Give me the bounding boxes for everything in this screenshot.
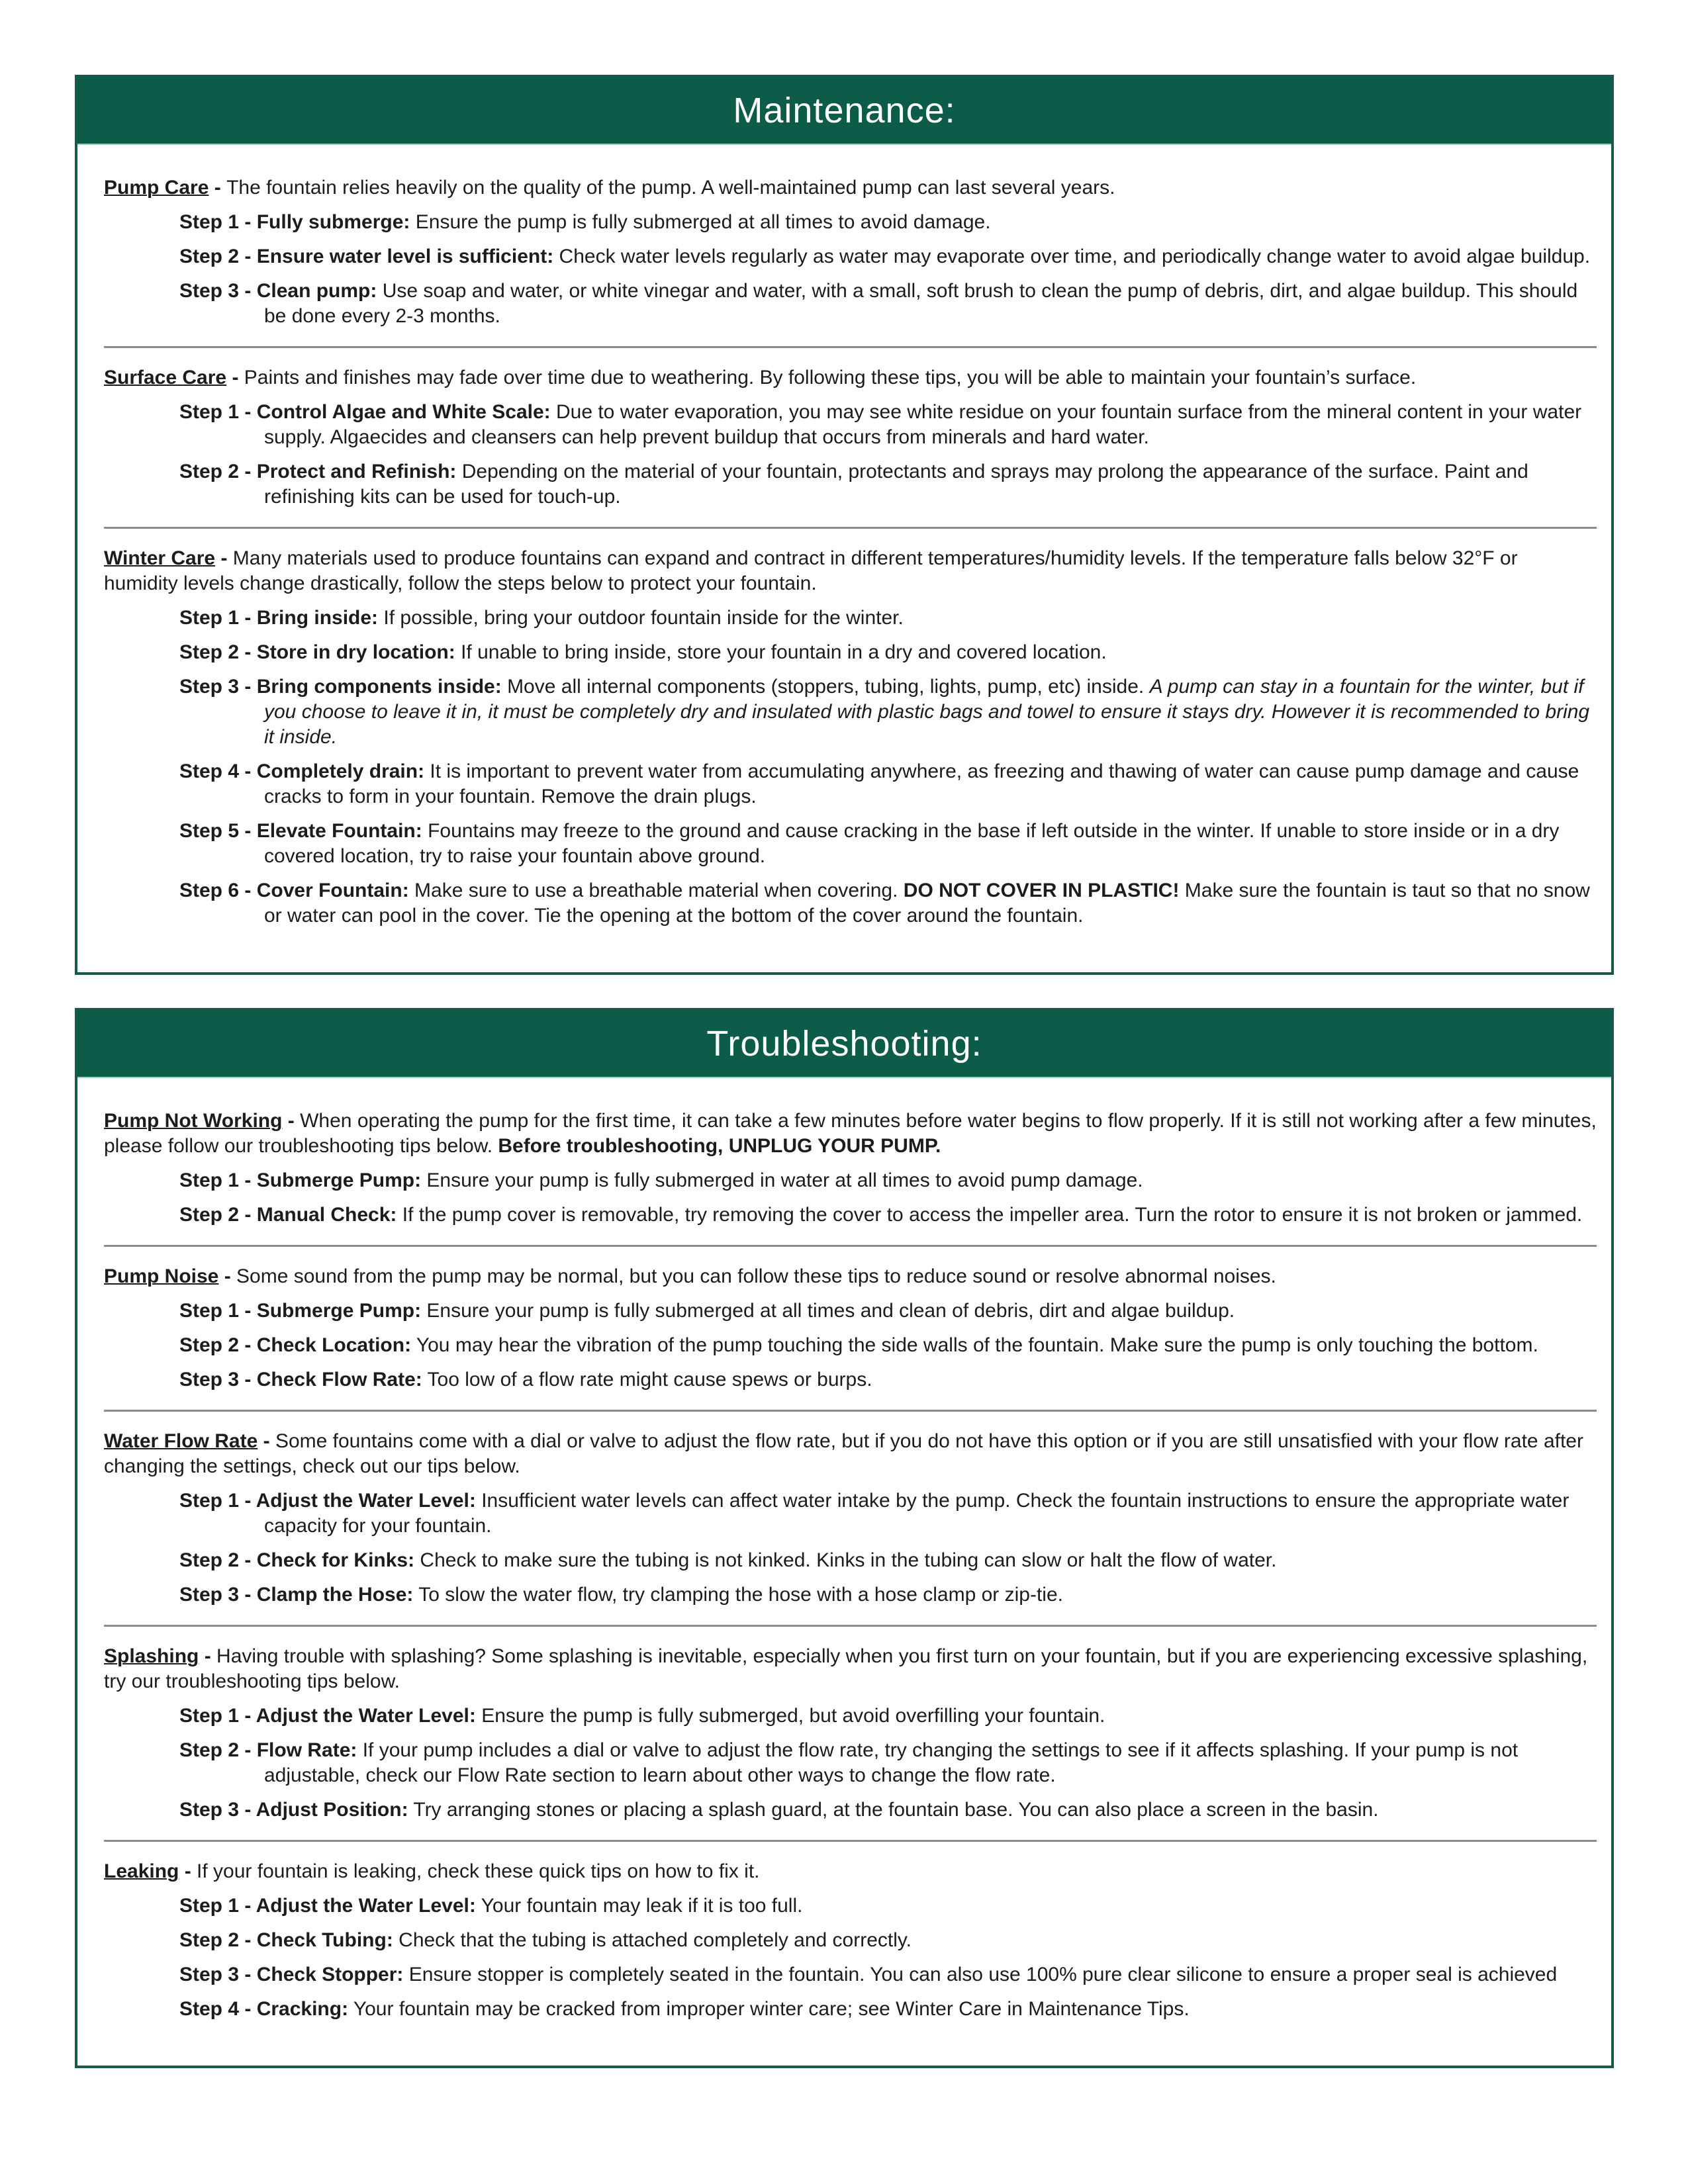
step-text — [476, 1705, 1105, 1727]
step-text — [264, 820, 1559, 867]
step-label: Check for Kinks: — [256, 1549, 415, 1571]
step-label: Submerge Pump: — [256, 1169, 422, 1191]
step-label: Control Algae and White Scale: — [256, 401, 551, 423]
section — [104, 1429, 1597, 1608]
text-segment: Some fountains come with a dial or valve to adjust the flow rate, but if you do not have this option or if you are still unsatisfied with your flow rate after changing the settings, check out our tips below. — [104, 1430, 1583, 1477]
section-intro — [104, 546, 1597, 596]
step-row — [104, 606, 1597, 631]
section-title: Pump Noise — [104, 1265, 219, 1287]
step-row — [104, 1928, 1597, 1953]
step-label: Check Location: — [256, 1334, 412, 1356]
step-row — [104, 1548, 1597, 1573]
step-number: Step 3 - — [179, 1369, 257, 1390]
step-row — [104, 1582, 1597, 1608]
step-row — [104, 1298, 1597, 1324]
text-segment: Depending on the material of your fountain, protectants and sprays may prolong the appearance of the surface. Paint and refinishing kits can be used for touch-up. — [264, 461, 1528, 508]
section-separator — [104, 1840, 1597, 1842]
section-title: Water Flow Rate — [104, 1430, 258, 1452]
section-dash: - — [179, 1860, 197, 1882]
step-number: Step 1 - — [179, 401, 257, 423]
step-number: Step 1 - — [179, 1300, 257, 1322]
section-intro — [104, 175, 1597, 201]
text-segment: To slow the water flow, try clamping the hose with a hose clamp or zip-tie. — [413, 1584, 1063, 1606]
step-row — [104, 674, 1597, 750]
step-number: Step 3 - — [179, 676, 257, 698]
text-segment: A pump can stay in a fountain for the winter, but if you choose to leave it in, it must be completely dry and insulated with plastic bags and towel to ensure it stays dry. However it is recommended to bring it inside. — [264, 676, 1590, 748]
section-dash: - — [215, 547, 233, 569]
maintenance-header — [77, 77, 1611, 145]
text-segment: If the pump cover is removable, try removing the cover to access the impeller area. Turn the rotor to ensure it is not broken or jammed. — [397, 1204, 1583, 1226]
step-row — [104, 1797, 1597, 1823]
step-label: Clamp the Hose: — [256, 1584, 414, 1606]
section-intro-text — [104, 1430, 1583, 1477]
step-text — [408, 1799, 1379, 1821]
step-label: Completely drain: — [256, 760, 425, 782]
step-number: Step 2 - — [179, 1204, 257, 1226]
section-dash: - — [218, 1265, 237, 1287]
step-row — [104, 1738, 1597, 1788]
text-segment: Too low of a flow rate might cause spews or burps. — [422, 1369, 872, 1390]
step-text — [411, 1334, 1538, 1356]
step-row — [104, 210, 1597, 235]
troubleshooting-box — [75, 1008, 1614, 2068]
step-row — [104, 1997, 1597, 2022]
section — [104, 1859, 1597, 2022]
step-label: Adjust the Water Level: — [256, 1490, 476, 1512]
section-separator — [104, 346, 1597, 348]
section-steps — [104, 1298, 1597, 1392]
text-segment: Your fountain may be cracked from improper winter care; see Winter Care in Maintenance Tips. — [348, 1998, 1190, 2020]
step-text — [397, 1204, 1582, 1226]
text-segment: Ensure stopper is completely seated in the fountain. You can also use 100% pure clear silicone to ensure a proper seal is achieved — [403, 1964, 1558, 1985]
text-segment: Try arranging stones or placing a splash guard, at the fountain base. You can also place a screen in the basin. — [408, 1799, 1379, 1821]
text-segment: Your fountain may leak if it is too full. — [475, 1895, 803, 1917]
step-row — [104, 459, 1597, 510]
step-number: Step 2 - — [179, 461, 257, 482]
section — [104, 365, 1597, 510]
step-text — [413, 1584, 1063, 1606]
step-text — [393, 1929, 912, 1951]
text-segment: Make sure the fountain is taut so that no snow or water can pool in the cover. Tie the opening at the bottom of the cover around the fountain. — [264, 880, 1590, 927]
section-title: Splashing — [104, 1645, 199, 1667]
step-number: Step 3 - — [179, 1584, 257, 1606]
step-row — [104, 1333, 1597, 1358]
step-number: Step 4 - — [179, 760, 257, 782]
step-label: Cover Fountain: — [256, 880, 409, 901]
step-text — [410, 211, 990, 233]
step-number: Step 2 - — [179, 246, 257, 267]
section-title: Winter Care — [104, 547, 216, 569]
step-number: Step 1 - — [179, 1705, 256, 1727]
text-segment: The fountain relies heavily on the quality of the pump. A well-maintained pump can last several years. — [226, 177, 1115, 199]
section-steps — [104, 400, 1597, 510]
step-text — [264, 880, 1590, 927]
section-separator — [104, 1625, 1597, 1627]
text-segment: If unable to bring inside, store your fountain in a dry and covered location. — [455, 641, 1107, 663]
text-segment: Ensure your pump is fully submerged in water at all times to avoid pump damage. — [421, 1169, 1143, 1191]
section-intro-text — [104, 547, 1518, 594]
section-intro-text — [244, 367, 1416, 388]
section-steps — [104, 1488, 1597, 1608]
section-title: Surface Care — [104, 367, 227, 388]
step-text — [264, 760, 1579, 807]
section-separator — [104, 527, 1597, 529]
text-segment: Check water levels regularly as water may evaporate over time, and periodically change water to avoid algae buildup. — [553, 246, 1591, 267]
step-label: Ensure water level is sufficient: — [256, 246, 554, 267]
step-number: Step 1 - — [179, 607, 257, 629]
step-row — [104, 279, 1597, 329]
text-segment: It is important to prevent water from accumulating anywhere, as freezing and thawing of water can cause pump damage and cause cracks to form in your fountain. Remove the drain plugs. — [264, 760, 1579, 807]
step-row — [104, 819, 1597, 869]
text-segment: Having trouble with splashing? Some splashing is inevitable, especially when you first turn on your fountain, but if you are experiencing excessive splashing, try our troubleshooting tips below. — [104, 1645, 1588, 1692]
section-dash: - — [282, 1110, 301, 1132]
step-text — [553, 246, 1590, 267]
step-label: Adjust the Water Level: — [256, 1705, 476, 1727]
step-text — [455, 641, 1107, 663]
section-intro — [104, 1644, 1597, 1694]
step-label: Elevate Fountain: — [256, 820, 422, 842]
section-steps — [104, 1168, 1597, 1228]
section-intro — [104, 1109, 1597, 1159]
step-number: Step 1 - — [179, 1490, 256, 1512]
step-text — [422, 1369, 872, 1390]
text-segment: Fountains may freeze to the ground and cause cracking in the base if left outside in the winter. If unable to store inside or in a dry covered location, try to raise your fountain above ground. — [264, 820, 1560, 867]
maintenance-content — [77, 145, 1611, 972]
step-label: Check Stopper: — [256, 1964, 404, 1985]
section-dash: - — [209, 177, 227, 199]
step-row — [104, 1168, 1597, 1193]
step-text — [264, 1739, 1518, 1786]
step-number: Step 1 - — [179, 211, 257, 233]
text-segment: Check to make sure the tubing is not kinked. Kinks in the tubing can slow or halt the flow of water. — [414, 1549, 1277, 1571]
maintenance-title: Maintenance: — [733, 91, 956, 130]
text-segment: DO NOT COVER IN PLASTIC! — [903, 880, 1180, 901]
step-row — [104, 244, 1597, 269]
text-segment: Paints and finishes may fade over time due to weathering. By following these tips, you will be able to maintain your fountain’s surface. — [244, 367, 1417, 388]
step-number: Step 6 - — [179, 880, 257, 901]
troubleshooting-content — [77, 1078, 1611, 2066]
text-segment: Ensure the pump is fully submerged at all times to avoid damage. — [410, 211, 991, 233]
step-label: Bring inside: — [256, 607, 379, 629]
step-text — [378, 607, 904, 629]
step-label: Submerge Pump: — [256, 1300, 422, 1322]
section-dash: - — [199, 1645, 217, 1667]
section-steps — [104, 1893, 1597, 2022]
section-steps — [104, 1704, 1597, 1823]
step-number: Step 4 - — [179, 1998, 257, 2020]
step-label: Check Flow Rate: — [256, 1369, 422, 1390]
step-text — [264, 280, 1577, 327]
section-separator — [104, 1245, 1597, 1247]
step-number: Step 2 - — [179, 1739, 257, 1761]
section-intro-text — [236, 1265, 1276, 1287]
troubleshooting-title: Troubleshooting: — [706, 1024, 982, 1064]
maintenance-box — [75, 75, 1614, 975]
step-text — [414, 1549, 1276, 1571]
text-segment: Make sure to use a breathable material when covering. — [408, 880, 904, 901]
step-number: Step 1 - — [179, 1895, 256, 1917]
text-segment: Insufficient water levels can affect water intake by the pump. Check the fountain instructions to ensure the appropriate water capacity for your fountain. — [264, 1490, 1570, 1537]
section — [104, 175, 1597, 329]
step-label: Manual Check: — [256, 1204, 397, 1226]
section — [104, 1264, 1597, 1392]
text-segment: Many materials used to produce fountains can expand and contract in different temperatures/humidity levels. If the temperature falls below 32°F or humidity levels change drastically, follow the steps below to protect your fountain. — [104, 547, 1518, 594]
step-label: Flow Rate: — [256, 1739, 357, 1761]
text-segment: Ensure the pump is fully submerged, but avoid overfilling your fountain. — [475, 1705, 1105, 1727]
section-title: Leaking — [104, 1860, 179, 1882]
troubleshooting-header — [77, 1011, 1611, 1078]
section-intro-text — [104, 1110, 1597, 1157]
section-intro — [104, 1859, 1597, 1884]
text-segment: If your fountain is leaking, check these quick tips on how to fix it. — [197, 1860, 760, 1882]
section-dash: - — [226, 367, 244, 388]
step-label: Clean pump: — [256, 280, 377, 302]
section-intro-text — [104, 1645, 1587, 1692]
section-dash: - — [258, 1430, 275, 1452]
text-segment: If your pump includes a dial or valve to adjust the flow rate, try changing the settings to see if it affects splashing. If your pump is not adjustable, check our Flow Rate section to learn about other ways to change the flow rate. — [264, 1739, 1519, 1786]
section — [104, 1109, 1597, 1228]
step-number: Step 2 - — [179, 1549, 257, 1571]
step-number: Step 5 - — [179, 820, 257, 842]
step-number: Step 2 - — [179, 1929, 257, 1951]
step-number: Step 2 - — [179, 641, 257, 663]
text-segment: Ensure your pump is fully submerged at all times and clean of debris, dirt and algae buildup. — [421, 1300, 1235, 1322]
step-text — [403, 1964, 1557, 1985]
section-intro-text — [226, 177, 1115, 199]
section-steps — [104, 606, 1597, 929]
step-label: Fully submerge: — [256, 211, 410, 233]
section-intro — [104, 1264, 1597, 1289]
section-intro — [104, 1429, 1597, 1479]
section-title: Pump Care — [104, 177, 209, 199]
section-title: Pump Not Working — [104, 1110, 283, 1132]
step-row — [104, 400, 1597, 450]
step-label: Protect and Refinish: — [256, 461, 457, 482]
text-segment: Move all internal components (stoppers, tubing, lights, pump, etc) inside. — [501, 676, 1150, 698]
section — [104, 1644, 1597, 1823]
text-segment: Use soap and water, or white vinegar and water, with a small, soft brush to clean the pump of debris, dirt, and algae buildup. This should be done every 2-3 months. — [264, 280, 1578, 327]
step-label: Cracking: — [256, 1998, 349, 2020]
section-separator — [104, 1410, 1597, 1412]
step-row — [104, 1962, 1597, 1987]
step-text — [421, 1300, 1235, 1322]
text-segment: Due to water evaporation, you may see white residue on your fountain surface from the mineral content in your water supply. Algaecides and cleansers can help prevent buildup that occurs from minerals and hard water. — [264, 401, 1582, 448]
step-label: Store in dry location: — [256, 641, 455, 663]
step-text — [348, 1998, 1190, 2020]
step-row — [104, 1203, 1597, 1228]
text-segment: Before troubleshooting, UNPLUG YOUR PUMP. — [498, 1135, 941, 1157]
text-segment: When operating the pump for the first time, it can take a few minutes before water begins to flow properly. If it is still not working after a few minutes, please follow our troubleshooting tips below. — [104, 1110, 1597, 1157]
step-label: Bring components inside: — [256, 676, 502, 698]
step-label: Check Tubing: — [256, 1929, 393, 1951]
text-segment: Check that the tubing is attached completely and correctly. — [393, 1929, 912, 1951]
step-number: Step 2 - — [179, 1334, 257, 1356]
step-row — [104, 878, 1597, 929]
step-row — [104, 759, 1597, 809]
text-segment: Some sound from the pump may be normal, but you can follow these tips to reduce sound or resolve abnormal noises. — [236, 1265, 1276, 1287]
step-text — [421, 1169, 1143, 1191]
step-number: Step 3 - — [179, 1799, 256, 1821]
step-number: Step 3 - — [179, 1964, 257, 1985]
step-row — [104, 1367, 1597, 1392]
section-steps — [104, 210, 1597, 329]
step-number: Step 1 - — [179, 1169, 257, 1191]
step-number: Step 3 - — [179, 280, 257, 302]
step-row — [104, 1488, 1597, 1539]
step-row — [104, 1704, 1597, 1729]
step-label: Adjust Position: — [256, 1799, 408, 1821]
section-intro-text — [197, 1860, 759, 1882]
step-row — [104, 640, 1597, 665]
step-row — [104, 1893, 1597, 1919]
step-label: Adjust the Water Level: — [256, 1895, 476, 1917]
step-text — [476, 1895, 803, 1917]
text-segment: You may hear the vibration of the pump touching the side walls of the fountain. Make sure the pump is only touching the bottom. — [411, 1334, 1538, 1356]
section — [104, 546, 1597, 929]
text-segment: If possible, bring your outdoor fountain inside for the winter. — [378, 607, 904, 629]
section-intro — [104, 365, 1597, 390]
